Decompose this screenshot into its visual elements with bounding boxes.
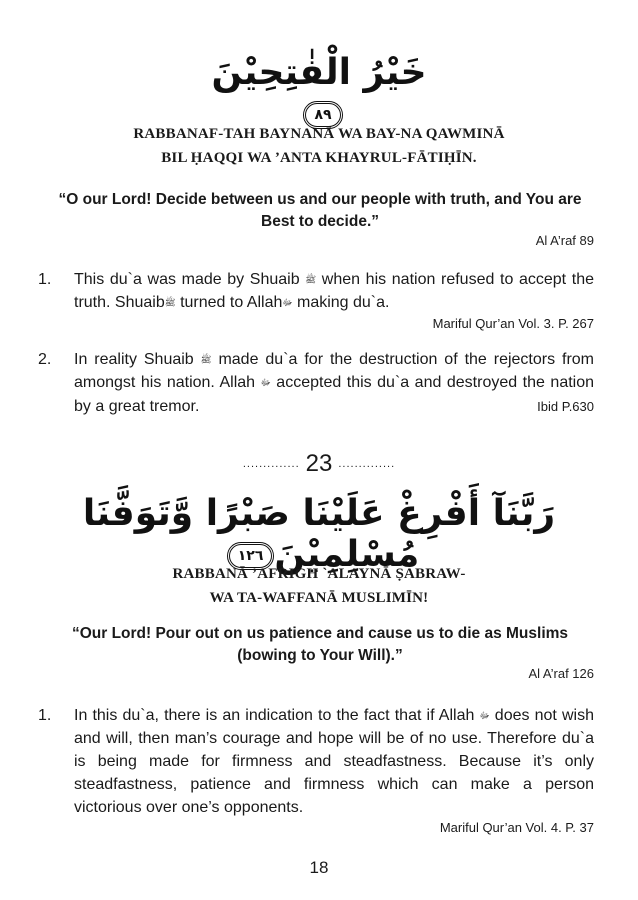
transliteration-line: RABBANĀ ’AFRIGH `ALAYNĀ ṢABRAW-	[172, 566, 466, 582]
note-source: Mariful Qur’an Vol. 3. P. 267	[432, 315, 594, 331]
honorific-icon: ﷺ	[305, 274, 317, 285]
note-text: This du`a was made by Shuaib	[74, 271, 300, 288]
honorific-icon: ﷺ	[164, 297, 176, 308]
note-text: turned to Allah	[180, 294, 283, 312]
arabic-text: رَبَّنَآ أَفْرِغْ عَلَيْنَا صَبْرًا وَّتَوَفَّنَا مُسْلِمِيْنَ	[82, 493, 556, 575]
note-source: Ibid P.630	[537, 398, 594, 414]
divider-dots-left: ..............	[242, 458, 300, 470]
note-text: In this du`a, there is an indication to the fact that if Allah	[74, 707, 475, 724]
ayah-marker: ١٢٦	[227, 542, 275, 570]
note-text: In reality Shuaib	[74, 351, 194, 368]
honorific-icon: ﷺ	[200, 354, 212, 365]
verse-reference-2: Al A’raf 126	[528, 666, 594, 681]
note-text: accepted this du`a and destroyed the nation by a great tremor.	[74, 374, 595, 415]
note-text: made du`a for the destruction of the rejectors from amongst his nation. Allah	[74, 351, 595, 392]
transliteration-line: BIL ḤAQQI WA ’ANTA KHAYRUL-FĀTIḤĪN.	[161, 150, 477, 166]
note-number: 1.	[38, 271, 52, 288]
translation-2: “Our Lord! Pour out on us patience and cause us to die as Muslims (bowing to Your Will).”	[71, 625, 569, 664]
note-text: does not wish and will, then man’s courage and hope will be of no use. Therefore du`a is being made for firmness and steadfastness. Because it’s only steadfastness, patience and firmness which can make a person victorious over one’s opponents.	[74, 707, 594, 817]
note-item	[38, 348, 594, 418]
section-number: 23	[305, 450, 333, 477]
note-item	[38, 268, 594, 333]
honorific-icon: ﷻ	[282, 297, 293, 308]
honorific-icon: ﷻ	[479, 710, 490, 721]
verse-reference-1: Al A’raf 89	[535, 233, 594, 248]
note-text: when his nation refused to accept the truth. Shuaib	[74, 271, 595, 312]
honorific-icon: ﷻ	[260, 377, 271, 388]
note-source: Mariful Qur’an Vol. 4. P. 37	[439, 820, 594, 836]
transliteration-line: WA TA-WAFFANĀ MUSLIMĪN!	[209, 590, 429, 606]
section-divider	[200, 450, 438, 478]
page-number: 18	[309, 858, 329, 877]
translation-1: “O our Lord! Decide between us and our people with truth, and You are Best to decide.”	[58, 191, 582, 230]
arabic-text: خَيْرُ الْفٰتِحِيْنَ	[211, 52, 427, 93]
note-item	[38, 704, 594, 837]
transliteration-1	[60, 122, 578, 170]
transliteration-line: RABBANAF-TAH BAYNANĀ WA BAY-NA QAWMINĀ	[133, 126, 505, 142]
note-number: 1.	[38, 707, 52, 724]
divider-dots-right: ..............	[338, 458, 396, 470]
note-number: 2.	[38, 351, 52, 368]
note-text: making du`a.	[296, 294, 390, 312]
ayah-marker: ٨٩	[303, 101, 342, 129]
transliteration-2	[60, 562, 578, 610]
